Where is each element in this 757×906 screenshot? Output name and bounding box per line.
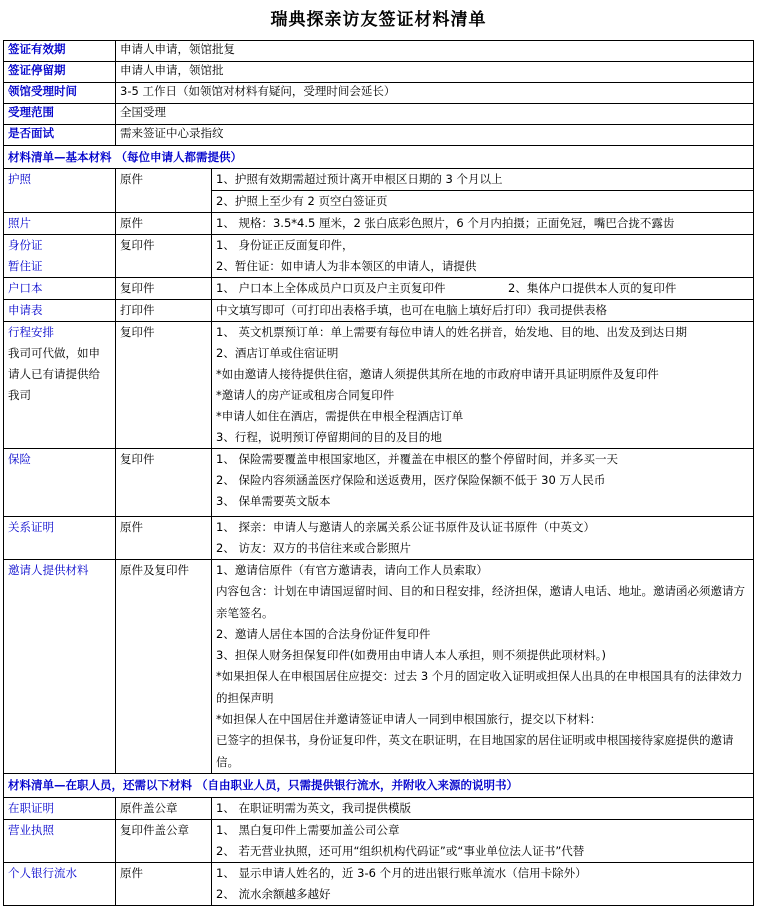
- info-row: [4, 62, 754, 83]
- item-line: 1、邀请信原件（有官方邀请表，请向工作人员索取）: [216, 563, 488, 577]
- item-line: 2、集体户口提供本人页的复印件: [508, 281, 677, 295]
- item-label: 在职证明: [4, 798, 116, 820]
- item-type: 复印件: [116, 235, 212, 278]
- item-note: 我司可代做，如申请人已有请提供给我司: [8, 346, 100, 402]
- info-row: [4, 41, 754, 62]
- item-label: 营业执照: [4, 820, 116, 863]
- info-label: 受理范围: [4, 104, 116, 125]
- row-inviter: [4, 560, 754, 774]
- item-type: 原件: [116, 517, 212, 560]
- item-line: 1、 英文机票预订单：单上需要有每位申请人的姓名拼音，始发地、目的地、出发及到达日期: [216, 325, 687, 339]
- item-line: *邀请人的房产证或租房合同复印件: [216, 388, 395, 402]
- item-line: *如担保人在中国居住并邀请签证申请人一同到申根国旅行，提交以下材料：: [216, 712, 602, 726]
- row-hukou: [4, 278, 754, 300]
- item-label: 照片: [4, 213, 116, 235]
- info-value: 申请人申请，领馆批: [116, 62, 754, 83]
- row-id: [4, 235, 754, 278]
- item-line: 2、 访友：双方的书信往来或合影照片: [216, 541, 411, 555]
- row-employment: [4, 798, 754, 820]
- item-type: 原件盖公章: [116, 798, 212, 820]
- item-line: 2、暂住证：如申请人为非本领区的申请人，请提供: [216, 259, 477, 273]
- page-title: 瑞典探亲访友签证材料清单: [270, 10, 487, 30]
- info-value: 申请人申请，领馆批复: [116, 41, 754, 62]
- item-line: 2、酒店订单或住宿证明: [216, 346, 339, 360]
- section-header-basic: [4, 146, 754, 169]
- item-line: 2、 若无营业执照，还可用“组织机构代码证”或“事业单位法人证书”代替: [216, 844, 585, 858]
- row-license: [4, 820, 754, 863]
- row-photo: [4, 213, 754, 235]
- item-type: 复印件: [116, 322, 212, 449]
- row-itinerary: [4, 322, 754, 449]
- item-type: 原件: [116, 213, 212, 235]
- item-label: 邀请人提供材料: [4, 560, 116, 774]
- item-line: 2、 保险内容须涵盖医疗保险和送返费用，医疗保险保额不低于 30 万人民币: [216, 473, 606, 487]
- item-line: *如由邀请人接待提供住宿，邀请人须提供其所在地的市政府申请开具证明原件及复印件: [216, 367, 659, 381]
- item-line: 1、 保险需要覆盖申根国家地区，并覆盖在申根区的整个停留时间，并多买一天: [216, 452, 618, 466]
- item-line: 1、 户口本上全体成员户口页及户主页复印件: [216, 281, 446, 295]
- item-line: 已签字的担保书，身份证复印件，英文在职证明，在目地国家的居住证明或申根国接待家庭提供的邀请信。: [216, 733, 734, 769]
- info-label: 是否面试: [4, 125, 116, 146]
- item-line: 2、 流水余额越多越好: [216, 887, 331, 901]
- row-form: [4, 300, 754, 322]
- item-line: 1、 在职证明需为英文，我司提供模版: [212, 798, 754, 820]
- item-line: *申请人如住在酒店，需提供在申根全程酒店订单: [216, 409, 464, 423]
- info-value: 全国受理: [116, 104, 754, 125]
- item-label: 护照: [4, 169, 116, 213]
- materials-table: [3, 40, 754, 906]
- info-label: 签证有效期: [4, 41, 116, 62]
- item-type: 打印件: [116, 300, 212, 322]
- info-value: 需来签证中心录指纹: [116, 125, 754, 146]
- item-line: 3、行程，说明预订停留期间的目的及目的地: [216, 430, 442, 444]
- info-value: 3-5 工作日（如领馆对材料有疑问，受理时间会延长）: [116, 83, 754, 104]
- section-title: 材料清单—基本材料 （每位申请人都需提供）: [4, 146, 754, 169]
- item-line: 2、邀请人居住本国的合法身份证件复印件: [216, 627, 431, 641]
- item-line: 1、护照有效期需超过预计离开申根区日期的 3 个月以上: [216, 172, 503, 186]
- info-label: 领馆受理时间: [4, 83, 116, 104]
- item-label: 申请表: [4, 300, 116, 322]
- info-row: [4, 125, 754, 146]
- section-title: 材料清单—在职人员，还需以下材料 （自由职业人员，只需提供银行流水，并附收入来源的说明书）: [4, 774, 754, 798]
- item-label: 保险: [4, 449, 116, 517]
- item-line: 1、 显示申请人姓名的，近 3-6 个月的进出银行账单流水（信用卡除外）: [216, 866, 587, 880]
- item-type: 原件及复印件: [116, 560, 212, 774]
- item-line: 2、护照上至少有 2 页空白签证页: [212, 190, 753, 212]
- item-label: 户口本: [4, 278, 116, 300]
- info-row: [4, 104, 754, 125]
- item-line: 内容包含：计划在申请国逗留时间、目的和日程安排，经济担保，邀请人电话、地址。邀请函必须邀请方亲笔签名。: [216, 584, 745, 620]
- info-label: 签证停留期: [4, 62, 116, 83]
- item-line: 1、 黑白复印件上需要加盖公司公章: [216, 823, 400, 837]
- row-passport: [4, 169, 754, 213]
- item-label: 暂住证: [8, 259, 43, 273]
- item-line: 1、 探亲：申请人与邀请人的亲属关系公证书原件及认证书原件（中英文）: [216, 520, 595, 534]
- row-insurance: [4, 449, 754, 517]
- info-row: [4, 83, 754, 104]
- item-line: 中文填写即可（可打印出表格手填，也可在电脑上填好后打印）我司提供表格: [212, 300, 754, 322]
- item-type: 原件: [116, 169, 212, 213]
- row-bank: [4, 863, 754, 906]
- item-label: 关系证明: [4, 517, 116, 560]
- item-type: 复印件: [116, 278, 212, 300]
- item-line: 3、 保单需要英文版本: [216, 494, 331, 508]
- section-header-employed: [4, 774, 754, 798]
- item-type: 原件: [116, 863, 212, 906]
- item-line: 1、 身份证正反面复印件，: [216, 238, 354, 252]
- item-label: 行程安排: [8, 325, 54, 339]
- row-relation: [4, 517, 754, 560]
- item-line: 1、 规格：3.5*4.5 厘米，2 张白底彩色照片，6 个月内拍摄；正面免冠，嘴巴合拢不露齿: [212, 213, 754, 235]
- item-line: 3、担保人财务担保复印件(如费用由申请人本人承担，则不须提供此项材料。): [216, 648, 607, 662]
- item-label: 个人银行流水: [4, 863, 116, 906]
- item-type: 复印件: [116, 449, 212, 517]
- item-type: 复印件盖公章: [116, 820, 212, 863]
- item-line: *如果担保人在申根国居住应提交：过去 3 个月的固定收入证明或担保人出具的在申根国具有的法律效力的担保声明: [216, 669, 743, 705]
- item-label: 身份证: [8, 238, 43, 252]
